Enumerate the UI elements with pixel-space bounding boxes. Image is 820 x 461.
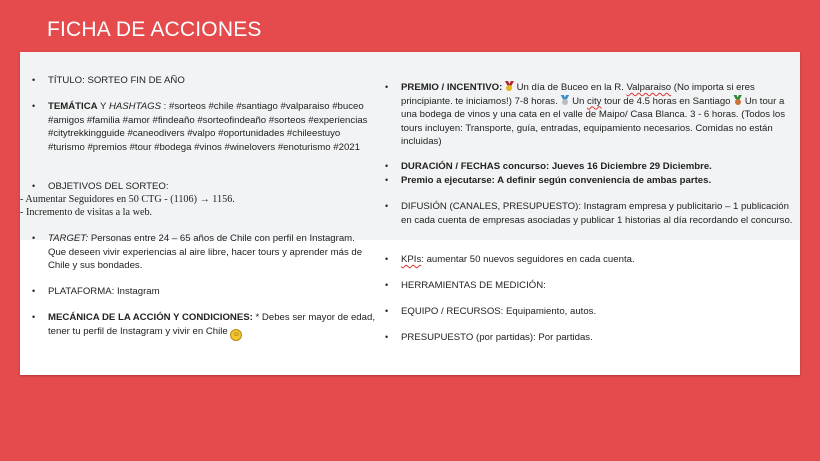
objetivos-label: OBJETIVOS DEL SORTEO:	[48, 181, 169, 192]
gold-medal-icon	[505, 81, 514, 92]
bullet-icon: •	[385, 254, 389, 264]
item-objetivos	[30, 180, 375, 194]
content-panel	[20, 52, 800, 375]
bullet-icon: •	[385, 161, 389, 171]
hashtags-label: HASHTAGS	[108, 101, 162, 112]
bullet-icon: •	[32, 181, 36, 191]
item-difusion	[383, 200, 796, 227]
item-plataforma	[30, 285, 375, 299]
bullet-icon: •	[32, 75, 36, 85]
premio-label: PREMIO / INCENTIVO:	[401, 82, 503, 93]
hashtags-text: : #sorteos #chile #santiago #valparaiso #buceo #amigos #familia #amor #findeaño #sorteofindeaño #sorteos #experiencias #citytrekkingguide #caneodivers #valpo #oportunidades #chileestuyo #turismo #premios #tour #bodega #vinos #winelovers #enoturismo #2021	[48, 101, 368, 153]
difusion-text: DIFUSIÓN (CANALES, PRESUPUESTO): Instagram empresa y publicitario – 1 publicación en cada cuenta de empresas asociadas y publicar 1 historias al día recordando el concurso.	[401, 201, 793, 226]
item-premio-ejecutar	[383, 174, 796, 188]
bullet-icon: •	[385, 280, 389, 290]
target-label: TARGET:	[48, 233, 89, 244]
item-presupuesto	[383, 331, 796, 345]
bullet-icon: •	[385, 82, 389, 92]
objetivo-2: - Incremento de visitas a la web.	[20, 207, 153, 218]
premio-ejecutar-text: Premio a ejecutarse: A definir según conveniencia de ambas partes.	[401, 175, 712, 186]
item-equipo	[383, 305, 796, 319]
tematica-connector: Y	[97, 101, 109, 112]
equipo-text: EQUIPO / RECURSOS: Equipamiento, autos.	[401, 306, 597, 317]
item-target	[30, 232, 375, 273]
page-title: FICHA DE ACCIONES	[47, 18, 262, 41]
premio-text-4: tour de 4.5 horas en Santiago	[601, 95, 734, 107]
presupuesto-text: PRESUPUESTO (por partidas): Por partidas.	[401, 332, 593, 343]
bullet-icon: •	[32, 286, 36, 296]
item-premio	[383, 81, 796, 149]
bullet-icon: •	[32, 312, 36, 322]
bullet-icon: •	[32, 233, 36, 243]
kpis-text: : aumentar 50 nuevos seguidores en cada cuenta.	[421, 254, 635, 265]
plataforma-text: PLATAFORMA: Instagram	[48, 286, 160, 297]
bullet-icon: •	[385, 332, 389, 342]
bullet-icon: •	[385, 306, 389, 316]
smiley-icon: ☺	[230, 329, 242, 341]
item-duracion	[383, 160, 796, 174]
item-titulo	[30, 74, 375, 88]
premio-text-3: Un	[569, 95, 588, 107]
item-kpis	[383, 253, 796, 267]
bullet-icon: •	[385, 201, 389, 211]
objetivo-1: - Aumentar Seguidores en 50 CTG - (1106) → 1156.	[20, 194, 235, 205]
premio-city: city	[587, 95, 602, 107]
titulo-text: TÍTULO: SORTEO FIN DE AÑO	[48, 75, 185, 86]
silver-medal-icon	[560, 95, 569, 106]
mecanica-text: * Debes ser mayor de edad, tener tu perfil de Instagram y vivir en Chile	[48, 312, 375, 337]
target-text: Personas entre 24 – 65 años de Chile con perfil en Instagram. Que deseen vivir experiencias al aire libre, hacer tours y aprender más de Chile y sus bondades.	[48, 233, 363, 271]
herramientas-text: HERRAMIENTAS DE MEDICIÓN:	[401, 280, 546, 291]
item-mecanica	[30, 311, 375, 341]
premio-valparaiso: Valparaiso	[626, 82, 672, 93]
duracion-text: DURACIÓN / FECHAS concurso: Jueves 16 Diciembre 29 Diciembre.	[401, 161, 712, 172]
premio-text-2: (No importa si eres principiante. te iniciamos!) 7-8 horas.	[401, 82, 755, 107]
bullet-icon: •	[385, 175, 389, 185]
tematica-label: TEMÁTICA	[48, 101, 98, 112]
bronze-medal-icon	[733, 95, 742, 106]
item-tematica	[30, 100, 375, 154]
premio-text-1: Un día de Buceo en la R.	[513, 82, 627, 93]
premio-text-5: Un tour a una bodega de vinos y una cata en el valle de Maipo/ Casa Blanca. 3 - 6 horas. (Todos los tours incluyen: Transporte, guía, entradas, equipamiento necesarios. Comidas no están incluidas)	[401, 95, 785, 147]
mecanica-label: MECÁNICA DE LA ACCIÓN Y CONDICIONES:	[48, 312, 253, 323]
item-herramientas	[383, 279, 796, 293]
kpis-label: KPIs	[401, 254, 422, 265]
bullet-icon: •	[32, 101, 36, 111]
